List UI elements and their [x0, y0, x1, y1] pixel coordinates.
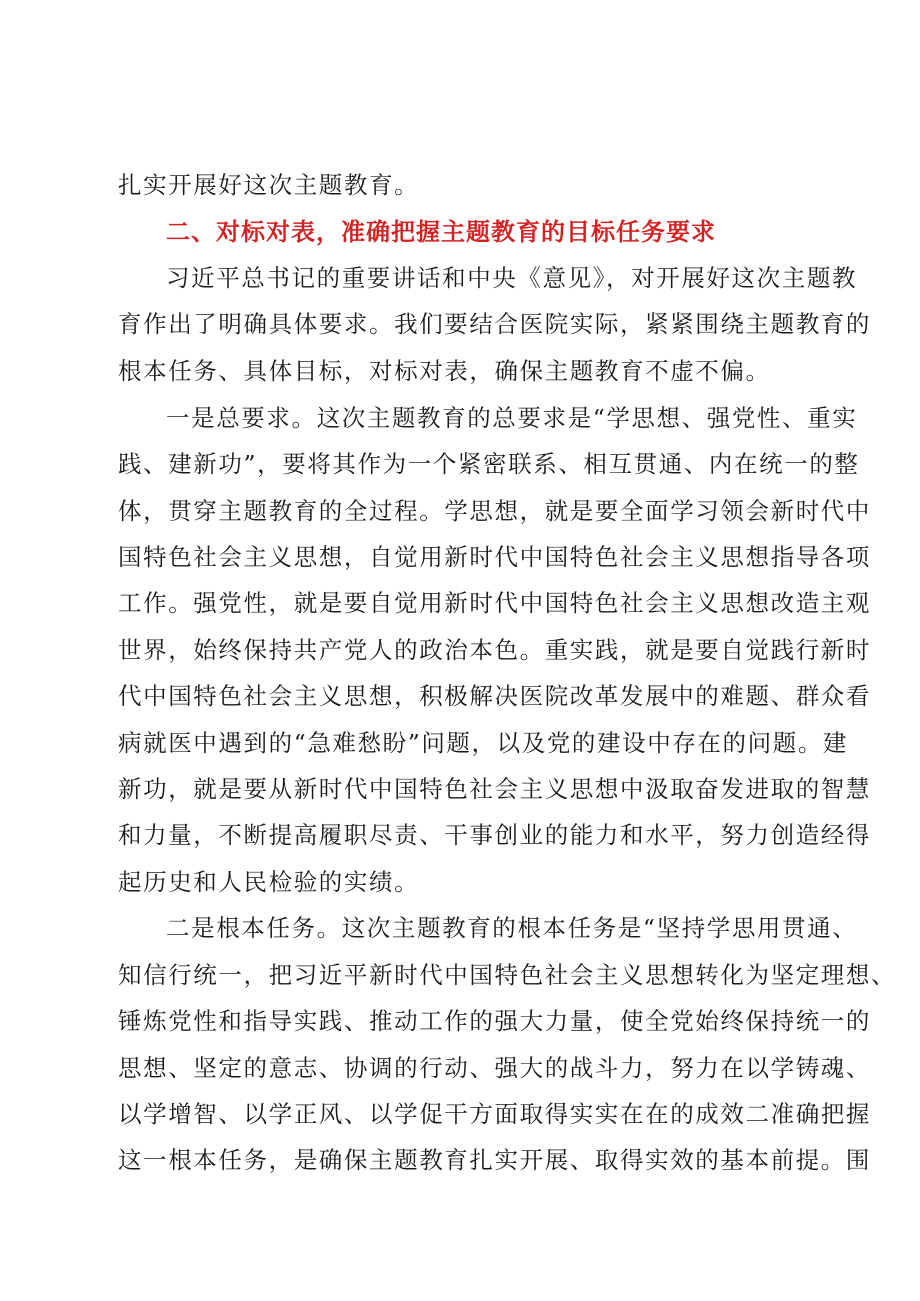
paragraph-line: 新功，就是要从新时代中国特色社会主义思想中汲取奋发进取的智慧	[118, 775, 871, 803]
paragraph-line: 二是根本任务。这次主题教育的根本任务是“坚持学思用贯通、	[166, 914, 858, 942]
paragraph-line: 知信行统一，把习近平新时代中国特色社会主义思想转化为坚定理想、	[118, 961, 897, 989]
paragraph-line: 习近平总书记的重要讲话和中央《意见》，对开展好这次主题教	[166, 264, 858, 292]
paragraph-line: 世界，始终保持共产党人的政治本色。重实践，就是要自觉践行新时	[118, 636, 871, 664]
paragraph-line: 思想、坚定的意志、协调的行动、强大的战斗力，努力在以学铸魂、	[118, 1054, 871, 1082]
section-heading: 二、对标对表，准确把握主题教育的目标任务要求	[166, 218, 716, 246]
paragraph-line: 起历史和人民检验的实绩。	[118, 868, 420, 896]
paragraph-line: 代中国特色社会主义思想，积极解决医院改革发展中的难题、群众看	[118, 682, 871, 710]
paragraph-line: 体，贯穿主题教育的全过程。学思想，就是要全面学习领会新时代中	[118, 497, 871, 525]
paragraph-line: 践、建新功”，要将其作为一个紧密联系、相互贯通、内在统一的整	[118, 450, 860, 478]
paragraph-line: 病就医中遇到的“急难愁盼”问题，以及党的建设中存在的问题。建	[118, 729, 849, 757]
paragraph-line: 国特色社会主义思想，自觉用新时代中国特色社会主义思想指导各项	[118, 543, 871, 571]
paragraph-line: 锤炼党性和指导实践、推动工作的强大力量，使全党始终保持统一的	[118, 1007, 871, 1035]
paragraph-line: 一是总要求。这次主题教育的总要求是“学思想、强党性、重实	[166, 404, 858, 432]
paragraph-line: 育作出了明确具体要求。我们要结合医院实际，紧紧围绕主题教育的	[118, 310, 871, 338]
paragraph-line: 工作。强党性，就是要自觉用新时代中国特色社会主义思想改造主观	[118, 589, 871, 617]
paragraph-line: 和力量，不断提高履职尽责、干事创业的能力和水平，努力创造经得	[118, 821, 871, 849]
paragraph-line: 根本任务、具体目标，对标对表，确保主题教育不虚不偏。	[118, 357, 771, 385]
paragraph-line: 这一根本任务，是确保主题教育扎实开展、取得实效的基本前提。围	[118, 1146, 871, 1174]
paragraph-line: 扎实开展好这次主题教育。	[118, 171, 420, 199]
paragraph-line: 以学增智、以学正风、以学促干方面取得实实在在的成效二准确把握	[118, 1100, 871, 1128]
